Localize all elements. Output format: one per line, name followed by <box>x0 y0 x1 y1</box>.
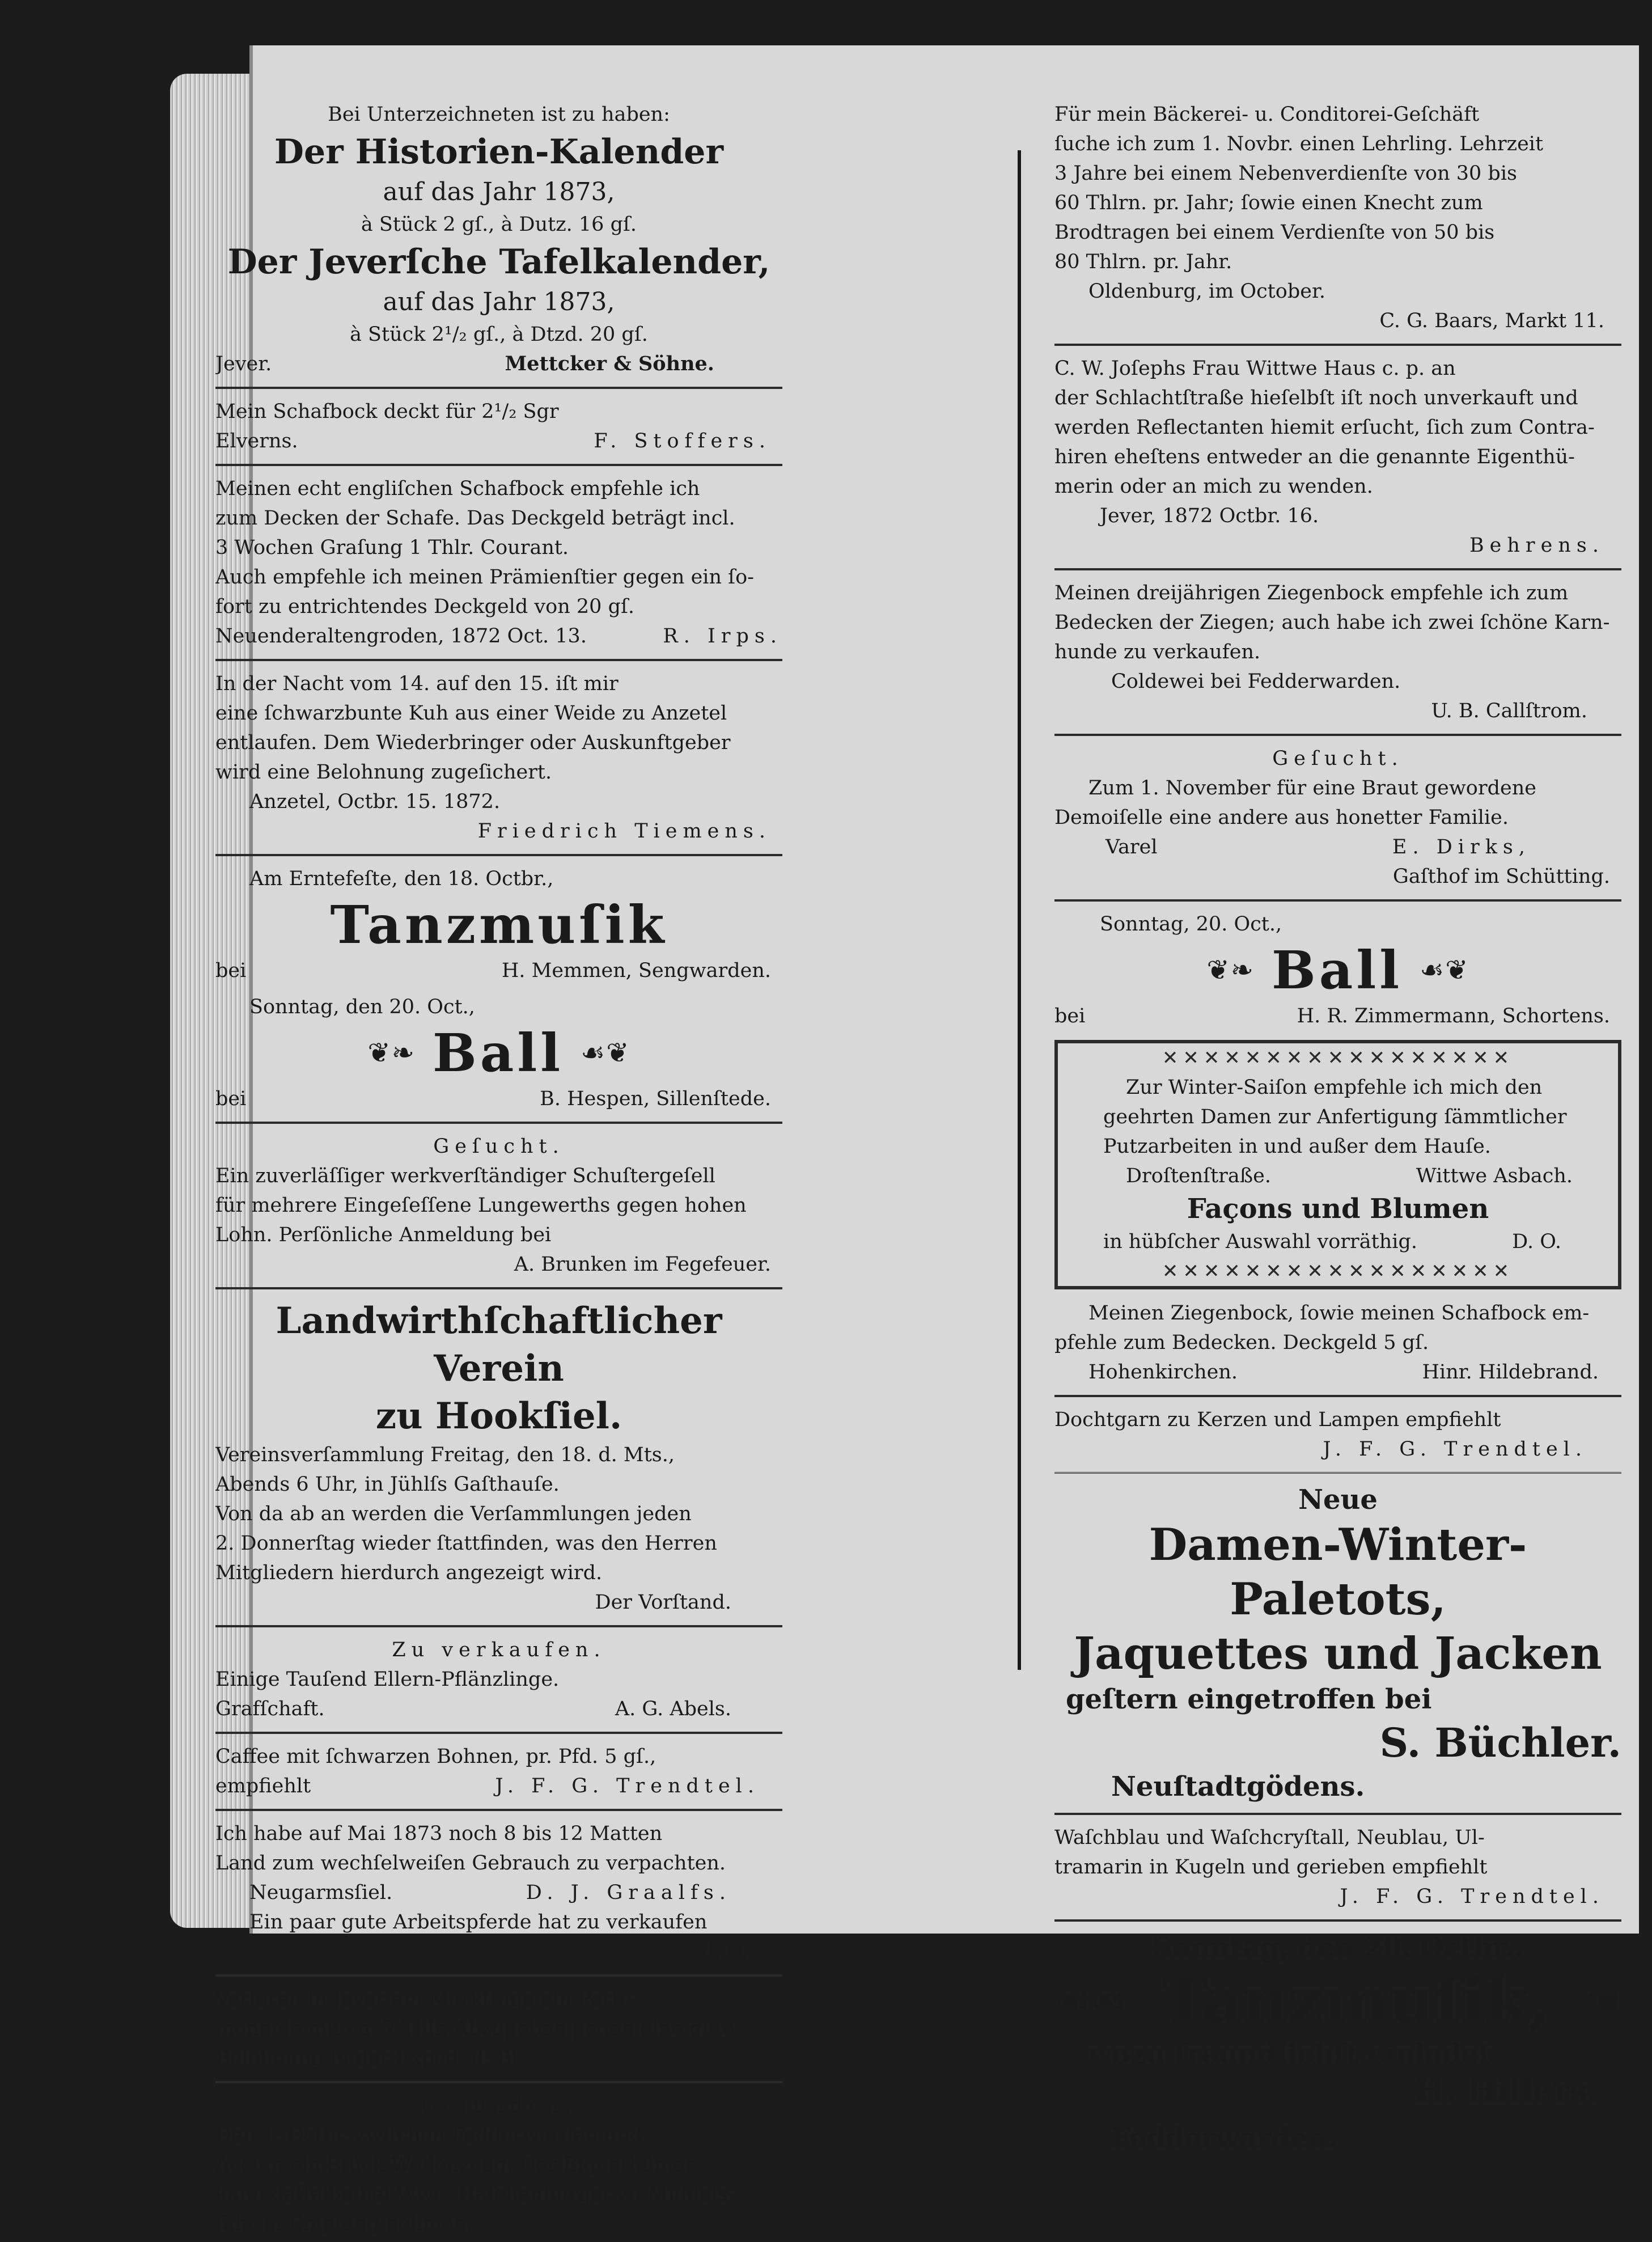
ad-place: Neuſtadtgödens. <box>1111 1771 1365 1803</box>
ad-year: auf das Jahr 1873, <box>383 287 615 316</box>
ad-text: Einige Tauſend Ellern-Pflänzlinge. <box>215 1668 560 1691</box>
ad-line: Accum ein Stück Wollenzeug. Der Eigenthümer <box>215 2154 694 2176</box>
divider <box>1054 568 1621 570</box>
ad-ziegenbock-1 <box>1054 575 1621 729</box>
ad-firm: Mettcker & Söhne. <box>505 352 714 375</box>
border-ornament: ✕✕✕✕✕✕✕✕✕✕✕✕✕✕✕✕✕ <box>1162 1047 1514 1069</box>
ad-signature: S. Büchler. <box>1379 1719 1621 1766</box>
divider <box>215 1625 782 1627</box>
ornament-icon: ☙❦ <box>581 1037 630 1069</box>
ad-bei: bei <box>1054 1005 1086 1027</box>
ad-text: Caffee mit ſchwarzen Bohnen, pr. Pfd. 5 gſ., <box>215 1745 656 1768</box>
ad-dochtgarn <box>1054 1402 1621 1467</box>
ad-verein <box>215 1294 782 1621</box>
ad-title: Geſucht. <box>433 1135 565 1158</box>
ad-title: Der Jeverſche Tafelkalender, <box>227 242 770 282</box>
ad-ziegenbock-2 <box>1054 1295 1621 1390</box>
ad-line: Mitgliedern hierdurch angezeigt wird. <box>215 1562 603 1584</box>
ad-title: Ball <box>432 1022 564 1084</box>
ad-street: Droſtenſtraße. <box>1126 1165 1271 1187</box>
ad-price: à Stück 2¹/₂ gſ., à Dtzd. 20 gſ. <box>350 323 648 346</box>
ad-line: wird eine Belohnung zugeſichert. <box>215 761 552 784</box>
divider <box>1054 1472 1621 1474</box>
ad-text: Mein Schafbock deckt für 2¹/₂ Sgr <box>215 400 559 423</box>
ad-line: Meinen dreijährigen Ziegenbock empfehle ich zum <box>1054 582 1569 604</box>
ad-line: Vereinsverſammlung Freitag, den 18. d. Mts., <box>215 1444 675 1466</box>
ad-line: Bedecken der Ziegen; auch habe ich zwei ſchöne Karn- <box>1054 611 1610 634</box>
ad-signature: J. F. G. Trendtel. <box>495 1775 760 1797</box>
right-column <box>1054 96 1621 2160</box>
ornament-icon: ❦❧ <box>1206 954 1255 986</box>
ad-date: Sonntag, den 20. Oct., <box>249 996 475 1018</box>
ad-line: Abends 6 Uhr, in Jühlſs Gaſthauſe. <box>215 1473 560 1496</box>
ad-bei: bei <box>215 959 247 982</box>
ad-line: Meinen Ziegenbock, ſowie meinen Schafbock em- <box>1088 1302 1590 1325</box>
ad-intro: Bei Unterzeichneten ist zu haben: <box>328 103 670 126</box>
ad-line: Verloren in Jever am Markttage ein Porte- <box>215 1988 639 2011</box>
ad-signature: Wittwe Asbach. <box>1416 1165 1573 1187</box>
ad-title: Gefunden. <box>421 2095 577 2117</box>
ad-title: Geſucht. <box>1272 747 1404 770</box>
ad-line: Den 1. Octbr. zwiſchen Fedderwarden und <box>215 2124 643 2147</box>
ad-date: Sonntag, den 20. Octbr., <box>1153 1932 1523 1964</box>
ad-title: Damen-Winter-Paletots, <box>1149 1519 1527 1625</box>
ornament-icon: ☙☙ <box>1054 1978 1126 2024</box>
ad-tanzmusik-1 <box>215 861 782 989</box>
ad-line: tramarin in Kugeln und gerieben empfiehlt <box>1054 1856 1488 1879</box>
ad-haus <box>1054 350 1621 564</box>
divider <box>1054 899 1621 902</box>
ad-line: Für mein Bäckerei- u. Conditorei-Geſchäft <box>1054 103 1480 126</box>
ad-host: B. Hespen, Sillenſtede. <box>540 1088 771 1110</box>
ad-line: Ich habe auf Mai 1873 noch 8 bis 12 Matten <box>215 1822 663 1845</box>
ad-line: fähr in Empfang nehmen. <box>215 2213 473 2235</box>
ad-address: Gaſthof im Schütting. <box>1392 865 1610 888</box>
ad-line: Land zum wechſelweiſen Gebrauch zu verpachten. <box>215 1852 726 1875</box>
ad-line: Lohn. Perſönliche Anmeldung bei <box>215 1224 552 1246</box>
divider <box>215 659 782 661</box>
ad-line: C. W. Joſephs Frau Wittwe Haus c. p. an <box>1054 357 1456 380</box>
ad-title: Tanzmuſik <box>330 894 668 955</box>
ad-line: geehrten Damen zur Anfertigung ſämmtlicher <box>1103 1106 1567 1128</box>
ad-title: Façons und Blumen <box>1187 1193 1489 1225</box>
ad-line: werden Reflectanten hiemit erſucht, ſich zum Contra- <box>1054 416 1595 439</box>
ad-line: Von da ab an werden die Verſammlungen jeden <box>215 1503 692 1525</box>
ad-line: geſtern eingetroffen bei <box>1066 1683 1432 1715</box>
ad-line: In der Nacht vom 14. auf den 15. iſt mir <box>215 672 619 695</box>
ad-signature: D. O. <box>1512 1230 1561 1253</box>
ad-title: Ball <box>1271 940 1403 1001</box>
ad-signature: Friedrich Tiemens. <box>477 820 771 843</box>
divider <box>1054 734 1621 736</box>
ad-place: Neugarmsſiel. <box>249 1881 393 1904</box>
ad-line: Belohnung in der Exped. d. Bl. <box>215 2047 524 2070</box>
ad-kalender <box>215 96 782 382</box>
ad-tanzmusik-2 <box>1054 1926 1621 2160</box>
ad-ball-1 <box>215 989 782 1117</box>
divider <box>215 464 782 466</box>
ad-title: zu Hookſiel. <box>375 1395 622 1437</box>
ad-signature: D. J. Graalfs. <box>526 1881 731 1904</box>
ad-line: monnaie mit ca. 7 Thlr. Abzugeben gegen eine gute <box>215 2017 735 2040</box>
divider <box>215 1287 782 1289</box>
ad-line: eine ſchwarzbunte Kuh aus einer Weide zu Anzetel <box>215 702 727 725</box>
ad-line: Meinen echt engliſchen Schafbock empfehle ich <box>215 477 700 500</box>
ad-place: Fedderwarden. <box>1111 2122 1337 2154</box>
ad-line: 3 Wochen Graſung 1 Thlr. Courant. <box>215 536 569 559</box>
ad-place: Elverns. <box>215 430 298 452</box>
ad-year: auf das Jahr 1873, <box>383 177 615 206</box>
ad-line: Ein zuverläſſiger werkverſtändiger Schuſtergeſell <box>215 1165 715 1187</box>
ad-host: H. Memmen, Sengwarden. <box>501 959 771 982</box>
ad-place: Varel <box>1105 836 1158 858</box>
ad-gefunden <box>215 2088 782 2242</box>
ad-signature: A. Brunken im Fegefeuer. <box>514 1253 771 1276</box>
divider <box>1054 1395 1621 1397</box>
ad-signature: J. F. G. Trendtel. <box>1340 1885 1604 1908</box>
ad-signature: C. G. Baars, Markt 11. <box>1379 310 1604 332</box>
ad-signature: Hinr. Hildebrand. <box>1422 1361 1599 1384</box>
ad-schafbock-2 <box>215 471 782 654</box>
ad-signature: Der Vorſtand. <box>595 1591 731 1614</box>
ad-waschblau <box>1054 1820 1621 1915</box>
divider <box>215 1122 782 1124</box>
divider <box>215 1974 782 1977</box>
ad-line: Zur Winter-Saiſon empfehle ich mich den <box>1126 1076 1543 1099</box>
ad-line: hunde zu verkaufen. <box>1054 641 1261 663</box>
ad-ball-2 <box>1054 906 1621 1034</box>
divider <box>1054 1813 1621 1815</box>
ad-host: H. R. Zimmermann, Schortens. <box>1297 1005 1610 1027</box>
ad-line: ſuche ich zum 1. Novbr. einen Lehrling. Lehrzeit <box>1054 133 1544 155</box>
divider <box>215 2081 782 2083</box>
ad-signature: E. Dirks, <box>1392 836 1531 858</box>
ad-line: in hübſcher Auswahl vorräthig. <box>1103 1230 1417 1253</box>
column-divider <box>1018 150 1021 1670</box>
ad-price: à Stück 2 gſ., à Dutz. 16 gſ. <box>361 213 637 236</box>
ad-title: Tanzmuſik, <box>1161 1964 1550 2037</box>
ad-signature: H. Hillers. <box>1414 2072 1599 2109</box>
ad-line: 60 Thlrn. pr. Jahr; ſowie einen Knecht zum <box>1054 192 1483 214</box>
ad-place: Jever. <box>215 353 272 375</box>
ad-date: Jever, 1872 Octbr. 16. <box>1100 505 1319 527</box>
ad-bei: bei <box>215 1088 247 1110</box>
ad-verloren <box>215 1981 782 2076</box>
ad-line: zum Decken der Schafe. Das Deckgeld beträgt incl. <box>215 507 735 530</box>
ad-place: Neuenderaltengroden, 1872 Oct. 13. <box>215 625 587 648</box>
ad-date: Sonntag, 20. Oct., <box>1100 913 1282 936</box>
ad-signature: J. F. G. Trendtel. <box>1323 1438 1587 1461</box>
ornament-icon: ☙❦ <box>1420 954 1469 986</box>
ad-title: Zu verkaufen. <box>392 1639 606 1661</box>
ad-line: hiren eheſtens entweder an die genannte Eigenthü- <box>1054 446 1575 468</box>
ad-winter-saison-frame <box>1054 1040 1621 1289</box>
ad-place: Coldewei bei Fedderwarden. <box>1111 670 1401 693</box>
ad-line: pfehle zum Bedecken. Deckgeld 5 gſ. <box>1054 1331 1429 1354</box>
ad-land <box>215 1816 782 1970</box>
ad-date: Anzetel, Octbr. 15. 1872. <box>249 790 501 813</box>
ad-baeckerei <box>1054 96 1621 339</box>
ad-line: kann daſſelbe bei Wwe. Haſchenburger zu Middels- <box>215 2183 735 2206</box>
ad-line: Zum 1. November für eine Braut gewordene <box>1088 777 1536 799</box>
ad-kuh <box>215 666 782 849</box>
ad-title: Landwirthſchaftlicher Verein <box>276 1300 722 1390</box>
ad-line: Putzarbeiten in und außer dem Hauſe. <box>1103 1135 1491 1158</box>
ad-line: Demoiſelle eine andere aus honetter Familie. <box>1054 806 1509 829</box>
ad-title: Der Historien-Kalender <box>274 132 724 172</box>
divider <box>215 854 782 856</box>
ad-date: Am Erntefeſte, den 18. Octbr., <box>249 868 554 890</box>
border-ornament: ✕✕✕✕✕✕✕✕✕✕✕✕✕✕✕✕✕ <box>1162 1260 1514 1283</box>
ad-line: Ein paar gute Arbeitspferde hat zu verkaufen <box>249 1911 708 1934</box>
divider <box>1054 344 1621 346</box>
ad-signature: U. B. Callſtrom. <box>1431 700 1587 722</box>
ad-schafbock-1 <box>215 394 782 459</box>
ad-signature: Behrens. <box>1469 534 1604 557</box>
ad-line: fort zu entrichtendes Deckgeld von 20 gſ. <box>215 595 635 618</box>
divider <box>215 387 782 389</box>
ad-caffee <box>215 1738 782 1804</box>
ad-line: 3 Jahre bei einem Nebenverdienſte von 30 bis <box>1054 162 1517 185</box>
ad-signature: F. Stoffers. <box>594 430 771 452</box>
ad-line: der Schlachtſtraße hieſelbſt iſt noch unverkauft und <box>1054 387 1578 409</box>
ad-signature: A. G. Abels. <box>615 1698 731 1720</box>
ad-gesucht-2 <box>1054 741 1621 895</box>
left-column <box>215 96 782 2242</box>
ad-line: entlaufen. Dem Wiederbringer oder Auskunftgeber <box>215 731 731 754</box>
ad-place: Grafſchaft. <box>215 1698 325 1720</box>
pointing-hand-icon: ☚ <box>1586 1978 1621 2024</box>
ad-place: Hohenkirchen. <box>1088 1361 1238 1384</box>
ad-label: empfiehlt <box>215 1775 311 1797</box>
ad-line: Waſchblau und Waſchcryſtall, Neublau, Ul- <box>1054 1826 1485 1849</box>
ad-line: für mehrere Eingeſeſſene Lungewerths gegen hohen <box>215 1194 747 1217</box>
divider <box>215 1809 782 1811</box>
ad-line: Auch empfehle ich meinen Prämienſtier gegen ein ſo- <box>215 566 755 589</box>
ad-place: Oldenburg, im October. <box>1088 280 1325 303</box>
ad-paletots <box>1054 1478 1621 1808</box>
ad-line: 2. Donnerſtag wieder ſtattfinden, was den Herren <box>215 1532 717 1555</box>
ornament-icon: ❦❧ <box>367 1037 416 1069</box>
divider <box>1054 1919 1621 1922</box>
ad-title: Jaquettes und Jacken <box>1074 1628 1602 1680</box>
ad-text: Dochtgarn zu Kerzen und Lampen empfiehlt <box>1054 1408 1501 1431</box>
ad-line: 80 Thlrn. pr. Jahr. <box>1054 251 1232 273</box>
ad-line: merin oder an mich zu wenden. <box>1054 475 1373 498</box>
ad-gesucht-1 <box>215 1128 782 1283</box>
ad-line: wozu freundlichſt einladet <box>1088 2038 1492 2070</box>
ad-line: Brodtragen bei einem Verdienſte von 50 bis <box>1054 221 1495 244</box>
ad-verkaufen <box>215 1632 782 1727</box>
divider <box>215 1732 782 1734</box>
ad-kicker: Neue <box>1298 1484 1378 1516</box>
ad-signature: R. Irps. <box>663 625 782 648</box>
ad-signature: d. O. <box>701 1940 748 1963</box>
